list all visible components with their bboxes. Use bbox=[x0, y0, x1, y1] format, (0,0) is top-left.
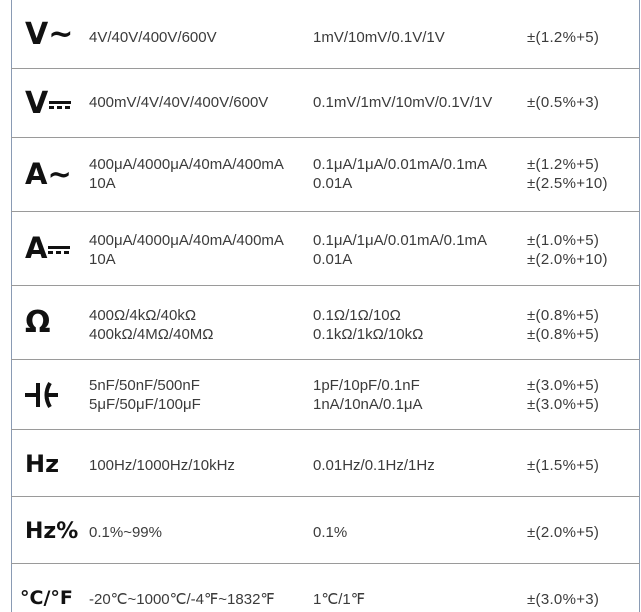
resolution-line: 0.1μA/1μA/0.01mA/0.1mA bbox=[313, 156, 488, 173]
resolution-cell bbox=[313, 590, 365, 609]
range-line: 100Hz/1000Hz/10kHz bbox=[89, 457, 235, 474]
range-line: 400mV/4V/40V/400V/600V bbox=[89, 94, 269, 111]
accuracy-cell bbox=[527, 231, 608, 269]
accuracy-line: ±(0.8%+5) bbox=[527, 326, 600, 343]
ac-current-symbol: A~ bbox=[25, 157, 72, 191]
range-cell bbox=[89, 28, 217, 47]
table-row-resistance bbox=[11, 286, 640, 360]
accuracy-line: ±(2.5%+10) bbox=[527, 175, 608, 192]
range-line: 400kΩ/4MΩ/40MΩ bbox=[89, 326, 214, 343]
resolution-line: 0.1Ω/1Ω/10Ω bbox=[313, 307, 401, 324]
resolution-line: 0.1mV/1mV/10mV/0.1V/1V bbox=[313, 94, 493, 111]
resolution-line: 1℃/1℉ bbox=[313, 591, 365, 608]
range-cell bbox=[89, 306, 214, 344]
duty-cycle-symbol: Hz% bbox=[25, 519, 79, 544]
accuracy-cell bbox=[527, 590, 599, 609]
resolution-cell bbox=[313, 376, 423, 414]
accuracy-cell bbox=[527, 376, 599, 414]
resolution-cell bbox=[313, 523, 347, 542]
ac-voltage-symbol: V~ bbox=[25, 17, 74, 52]
accuracy-line: ±(3.0%+5) bbox=[527, 396, 600, 413]
accuracy-cell bbox=[527, 28, 599, 47]
accuracy-line: ±(1.0%+5) bbox=[527, 232, 600, 249]
range-cell bbox=[89, 590, 275, 609]
range-line: 5nF/50nF/500nF bbox=[89, 377, 200, 394]
table-row-frequency bbox=[11, 430, 640, 497]
table-row-duty-cycle bbox=[11, 497, 640, 564]
range-line: 10A bbox=[89, 251, 116, 268]
range-cell bbox=[89, 155, 284, 193]
range-line: 400Ω/4kΩ/40kΩ bbox=[89, 307, 197, 324]
ohm-icon: Ω bbox=[25, 305, 51, 340]
range-line: 400μA/4000μA/40mA/400mA bbox=[89, 156, 284, 173]
resolution-line: 0.1% bbox=[313, 524, 348, 541]
resolution-cell bbox=[313, 155, 487, 193]
resolution-line: 0.01A bbox=[313, 251, 353, 268]
accuracy-cell bbox=[527, 456, 599, 475]
accuracy-line: ±(1.5%+5) bbox=[527, 457, 600, 474]
accuracy-line: ±(2.0%+5) bbox=[527, 524, 600, 541]
temperature-symbol: °C/°F bbox=[20, 587, 73, 609]
accuracy-cell bbox=[527, 306, 599, 344]
range-cell bbox=[89, 523, 162, 542]
resolution-cell bbox=[313, 306, 423, 344]
range-line: 4V/40V/400V/600V bbox=[89, 29, 217, 46]
table-row-ac-current bbox=[11, 138, 640, 212]
resolution-line: 0.1kΩ/1kΩ/10kΩ bbox=[313, 326, 424, 343]
dc-symbol-icon bbox=[48, 245, 70, 255]
resolution-cell bbox=[313, 231, 487, 269]
resolution-cell bbox=[313, 456, 435, 475]
range-cell bbox=[89, 376, 201, 414]
accuracy-line: ±(3.0%+3) bbox=[527, 591, 600, 608]
range-line: 5μF/50μF/100μF bbox=[89, 396, 201, 413]
table-row-capacitance bbox=[11, 360, 640, 430]
accuracy-cell bbox=[527, 155, 608, 193]
resolution-cell bbox=[313, 93, 492, 112]
resolution-cell bbox=[313, 28, 445, 47]
dc-current-symbol: A bbox=[25, 230, 70, 266]
resolution-line: 0.01A bbox=[313, 175, 353, 192]
accuracy-line: ±(1.2%+5) bbox=[527, 29, 600, 46]
resolution-line: 0.1μA/1μA/0.01mA/0.1mA bbox=[313, 232, 488, 249]
dc-symbol-icon bbox=[49, 100, 71, 110]
range-line: 10A bbox=[89, 175, 116, 192]
resolution-line: 1mV/10mV/0.1V/1V bbox=[313, 29, 445, 46]
accuracy-line: ±(2.0%+10) bbox=[527, 251, 608, 268]
dc-voltage-symbol: V bbox=[25, 86, 71, 122]
accuracy-line: ±(3.0%+5) bbox=[527, 377, 600, 394]
range-cell bbox=[89, 231, 284, 269]
table-row-dc-current bbox=[11, 212, 640, 286]
range-line: -20℃~1000℃/-4℉~1832℉ bbox=[89, 591, 275, 608]
frequency-symbol: Hz bbox=[25, 450, 60, 478]
resolution-line: 1nA/10nA/0.1μA bbox=[313, 396, 423, 413]
resolution-line: 1pF/10pF/0.1nF bbox=[313, 377, 420, 394]
table-row-temperature bbox=[11, 564, 640, 612]
accuracy-line: ±(1.2%+5) bbox=[527, 156, 600, 173]
range-line: 0.1%~99% bbox=[89, 524, 162, 541]
accuracy-cell bbox=[527, 523, 599, 542]
accuracy-line: ±(0.8%+5) bbox=[527, 307, 600, 324]
accuracy-line: ±(0.5%+3) bbox=[527, 94, 600, 111]
accuracy-cell bbox=[527, 93, 599, 112]
table-row-dc-voltage bbox=[11, 69, 640, 138]
table-row-ac-voltage bbox=[11, 0, 640, 69]
range-cell bbox=[89, 456, 235, 475]
range-cell bbox=[89, 93, 268, 112]
range-line: 400μA/4000μA/40mA/400mA bbox=[89, 232, 284, 249]
capacitor-icon bbox=[25, 381, 59, 409]
resolution-line: 0.01Hz/0.1Hz/1Hz bbox=[313, 457, 435, 474]
